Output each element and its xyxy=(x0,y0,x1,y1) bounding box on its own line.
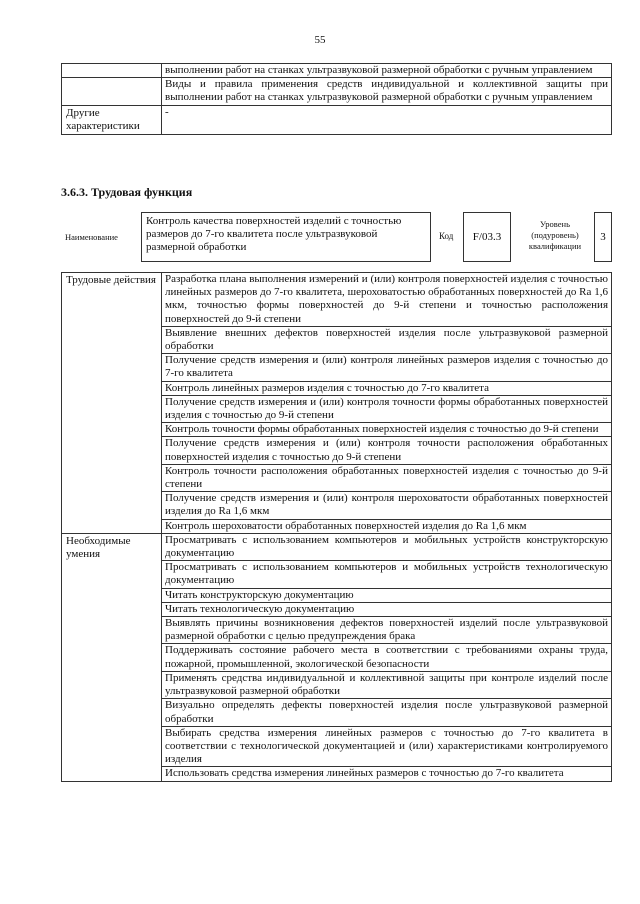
list-item: Читать конструкторскую документацию xyxy=(162,588,612,602)
list-item: Просматривать с использованием компьютеров и мобильных устройств технологическую документацию xyxy=(162,561,612,588)
list-item: Контроль линейных размеров изделия с точностью до 7-го квалитета xyxy=(162,381,612,395)
page-number: 55 xyxy=(314,34,326,46)
row-label: Другие характеристики xyxy=(62,105,162,134)
table-row xyxy=(62,64,612,78)
list-item: Контроль шероховатости обработанных поверхностей изделия до Ra 1,6 мкм xyxy=(162,519,612,533)
table-row xyxy=(62,78,612,105)
function-header xyxy=(61,212,611,264)
row-label xyxy=(62,78,162,105)
level-label: Уровень (подуровень) квалификации xyxy=(528,219,582,251)
table-row xyxy=(62,105,612,134)
code-label: Код xyxy=(439,231,454,241)
table-row xyxy=(62,273,612,327)
list-item: Читать технологическую документацию xyxy=(162,602,612,616)
list-item: Выбирать средства измерения линейных размеров с точностью до 7-го квалитета в соответствии с технологической документацией и (или) характеристиками контролируемого изделия xyxy=(162,726,612,767)
list-item: Получение средств измерения и (или) контроля шероховатости обработанных поверхностей изделия до Ra 1,6 мкм xyxy=(162,492,612,519)
list-item: Контроль точности формы обработанных поверхностей изделия с точностью до 9-й степени xyxy=(162,423,612,437)
list-item: Разработка плана выполнения измерений и (или) контроля поверхностей изделия с точностью линейных размеров до 7-го квалитета, шероховатостью обработанных поверхностей до Ra 1,6 мкм, точностью формы поверхностей до 9-й степени и точностью расположения поверхностей до 9-й степени xyxy=(162,273,612,327)
row-label xyxy=(62,64,162,78)
qualification-level: 3 xyxy=(594,212,612,262)
labor-function-table xyxy=(61,272,612,782)
list-item: Поддерживать состояние рабочего места в соответствии с требованиями охраны труда, пожарной, промышленной, экологической безопасности xyxy=(162,644,612,671)
list-item: Получение средств измерения и (или) контроля точности формы обработанных поверхностей изделия с точностью до 9-й степени xyxy=(162,395,612,422)
section-heading: 3.6.3. Трудовая функция xyxy=(61,185,193,199)
list-item: Просматривать с использованием компьютеров и мобильных устройств конструкторскую документацию xyxy=(162,533,612,560)
list-item: Контроль точности расположения обработанных поверхностей изделия с точностью до 9-й степени xyxy=(162,464,612,491)
row-text: - xyxy=(162,105,612,134)
function-name: Контроль качества поверхностей изделий с точностью размеров до 7-го квалитета после ультразвуковой размерной обработки xyxy=(141,212,431,262)
list-item: Получение средств измерения и (или) контроля линейных размеров изделия с точностью до 7-го квалитета xyxy=(162,354,612,381)
list-item: Получение средств измерения и (или) контроля точности расположения обработанных поверхностей изделия с точностью до 9-й степени xyxy=(162,437,612,464)
function-code: F/03.3 xyxy=(463,212,511,262)
list-item: Применять средства индивидуальной и коллективной защиты при контроле изделий после ультразвуковой размерной обработки xyxy=(162,671,612,698)
group-label: Трудовые действия xyxy=(62,273,162,534)
previous-section-table xyxy=(61,63,612,135)
list-item: Выявление внешних дефектов поверхностей изделия после ультразвуковой размерной обработки xyxy=(162,326,612,353)
list-item: Выявлять причины возникновения дефектов поверхностей изделий после ультразвуковой размерной обработки с целью предупреждения брака xyxy=(162,617,612,644)
table-row xyxy=(62,533,612,560)
group-label: Необходимые умения xyxy=(62,533,162,781)
row-text: выполнении работ на станках ультразвуковой размерной обработки с ручным управлением xyxy=(162,64,612,78)
name-label: Наименование xyxy=(65,232,118,242)
list-item: Использовать средства измерения линейных размеров с точностью до 7-го квалитета xyxy=(162,767,612,781)
list-item: Визуально определять дефекты поверхностей изделия после ультразвуковой размерной обработки xyxy=(162,699,612,726)
row-text: Виды и правила применения средств индивидуальной и коллективной защиты при выполнении работ на станках ультразвуковой размерной обработки с ручным управлением xyxy=(162,78,612,105)
